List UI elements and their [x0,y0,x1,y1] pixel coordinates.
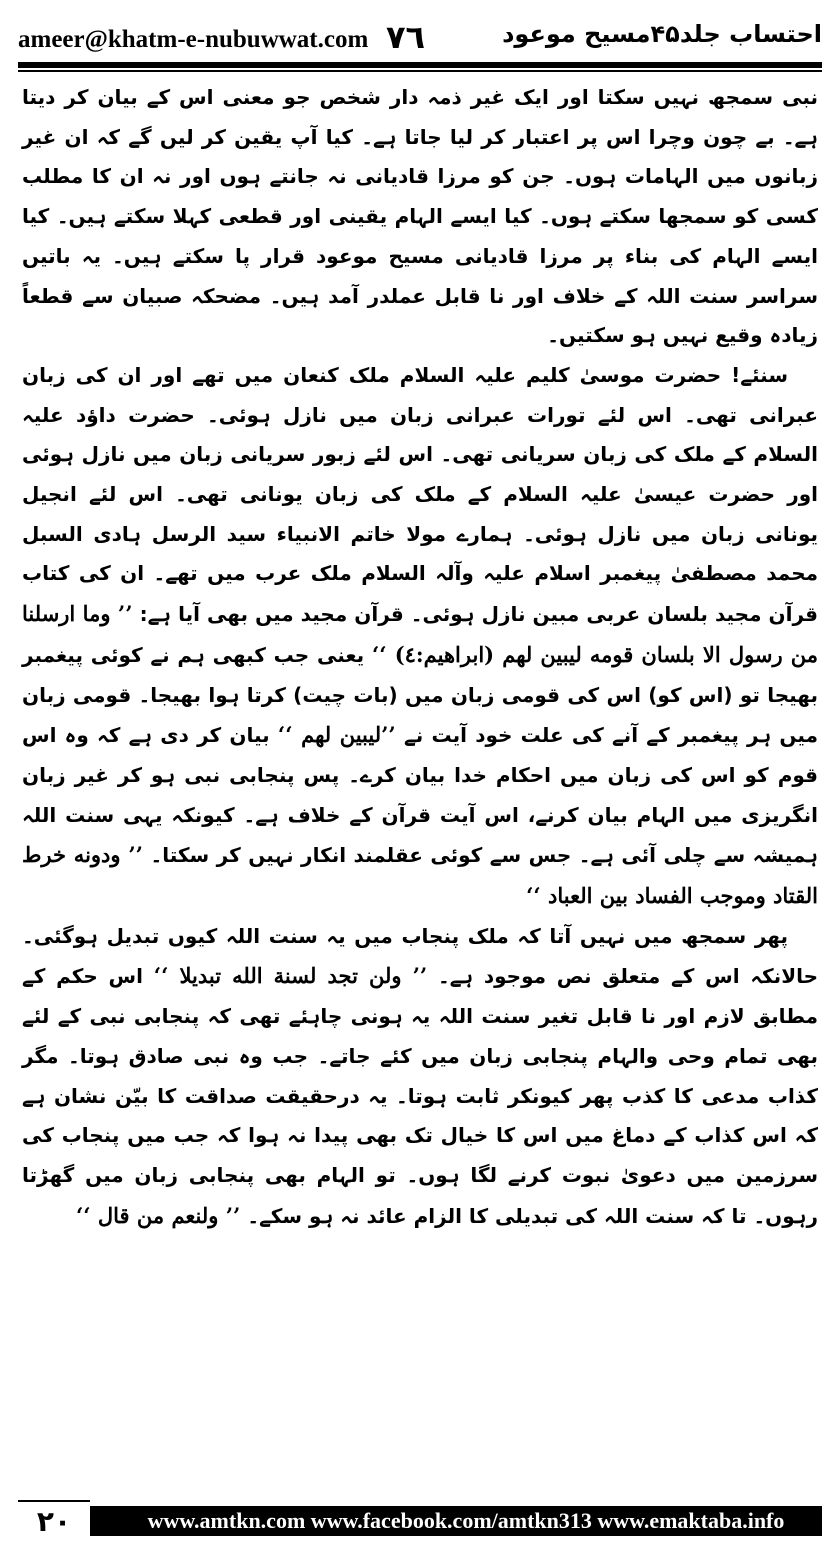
paragraph-3-text-a: پھر سمجھ میں نہیں آتا کہ ملک پنجاب میں یہ سنت اللہ کیوں تبدیل ہوگئی۔ حالانکہ اس کے متعلق نص موجود ہے۔ [22,923,819,989]
paragraph-3 [22,917,818,1237]
paragraph-3-text-b: اس حکم کے مطابق لازم اور نا قابل تغیر سنت اللہ یہ ہونی چاہئے تھی کہ پنجابی نبی کے لئے بھی تمام وحی والہام پنجابی زبان میں کئے جاتے۔ جب وہ نبی صادق ہوتا۔ مگر کذاب مدعی کا کذب پھر کیونکر ثابت ہوتا۔ یہ درحقیقت صداقت کا بیّن نشان ہے کہ اس کذاب کے دماغ میں اس کا خیال تک بھی پیدا نہ ہوا کہ جب میں پنجاب کی سرزمین میں دعویٰ نبوت کرنے لگا ہوں۔ تو الہام بھی پنجابی زبان میں گھڑتا رہوں۔ تا کہ سنت اللہ کی تبدیلی کا الزام عائد نہ ہو سکے۔ [22,964,818,1228]
paragraph-2-text-c: بیان کر دی ہے کہ وہ اس قوم کو اس کی زبان میں احکام خدا بیان کرے۔ پس پنجابی نبی ہو کر غیر زبان انگریزی میں الہام بیان کرنے، اس آیت قرآن کے خلاف ہے۔ کیونکہ یہی سنت اللہ ہمیشہ سے چلی آئی ہے۔ جس سے کوئی عقلمند انکار نہیں کر سکتا۔ [22,723,818,868]
quran-quote-4: ’’ ولن تجد لسنة الله تبديلا ‘‘ [153,963,428,989]
footer-links: www.amtkn.com www.facebook.com/amtkn313 www.emaktaba.info [147,1508,785,1533]
page-header [18,18,822,62]
paragraph-1-text: نبی سمجھ نہیں سکتا اور ایک غیر ذمہ دار شخص جو معنی اس کے بیان کر دیتا ہے۔ بے چون وچرا اس پر اعتبار کر لیا جاتا ہے۔ کیا آپ یقین کر لیں گے کہ ان غیر زبانوں میں الہامات ہوں۔ جن کو مرزا قادیانی نہ جانتے ہوں اور نہ ان کا مطلب کسی کو سمجھا سکتے ہوں۔ کیا ایسے الہام یقینی اور قطعی کہلا سکتے ہیں۔ کیا ایسے الہام کی بناء پر مرزا قادیانی مسیح موعود قرار پا سکتے ہیں۔ یہ باتیں سراسر سنت اللہ کے خلاف اور نا قابل عملدر آمد ہیں۔ مضحکہ صبیان سے قطعاً زیادہ وقیع نہیں ہو سکتیں۔ [22,85,818,348]
paragraph-2-text-b: یعنی جب کبھی ہم نے کوئی پیغمبر بھیجا تو (اس کو) اس کی قومی زبان میں (بات چیت) کرتا ہوا بھیجا۔ قومی زبان میں ہر پیغمبر کے آنے کی علت خود آیت نے [22,642,818,748]
header-page-number: ۷٦ [386,18,426,56]
paragraph-2-text-a: سنئے! حضرت موسیٰ کلیم علیہ السلام ملک کنعان میں تھے اور ان کی زبان عبرانی تھی۔ اس لئے تورات عبرانی زبان میں نازل ہوئی۔ حضرت داؤد علیہ السلام کے ملک کی زبان سریانی تھی۔ اس لئے زبور سریانی زبان میں نازل ہوئی اور حضرت عیسیٰ علیہ السلام کے ملک کی زبان یونانی تھی۔ اس لئے انجیل یونانی زبان میں نازل ہوئی۔ ہمارے مولا خاتم الانبیاء سید الرسل ہادی السبل محمد مصطفیٰ پیغمبر اسلام علیہ وآلہ السلام ملک عرب میں تھے۔ ان کی کتاب قرآن مجید بلسان عربی مبین نازل ہوئی۔ قرآن مجید میں بھی آیا ہے: [22,362,818,627]
footer-page-number: ۲۰ [18,1500,90,1542]
header-email: ameer@khatm-e-nubuwwat.com [18,26,369,53]
quran-quote-2: ’’ليبين لهم ‘‘ [277,722,396,748]
arabic-quote-3: ’’ ودونه خرط القتاد وموجب الفساد بين العباد ‘‘ [22,842,818,909]
page-footer [18,1500,822,1540]
paragraph-1 [22,78,818,356]
body-text [22,78,818,1236]
paragraph-2 [22,356,818,917]
header-running-title: احتساب جلد۴۵مسیح موعود [502,20,822,48]
header-rule-thick [18,62,822,68]
arabic-quote-5: ’’ ولنعم من قال ‘‘ [75,1202,241,1228]
quran-quote-1: ’’ وما ارسلنا من رسول الا بلسان قومه ليبين لهم (ابراهيم:٤) ‘‘ [22,601,819,667]
header-rule-thin [18,70,822,72]
